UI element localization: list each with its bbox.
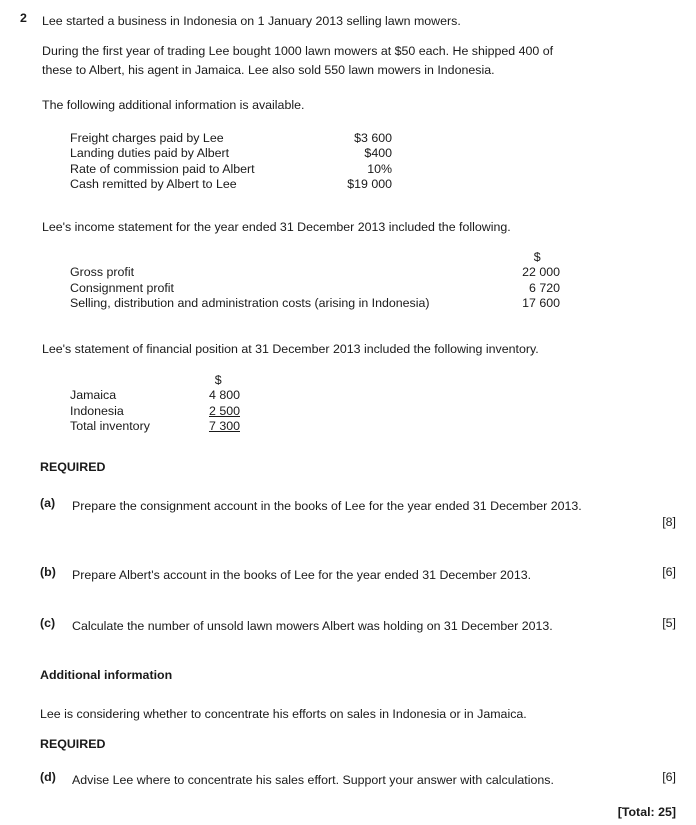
part-a-text: Prepare the consignment account in the books of Lee for the year ended 31 December 2013.	[72, 499, 582, 513]
income-currency-header: $	[533, 250, 541, 264]
table-row	[70, 281, 560, 296]
table-row	[70, 296, 560, 311]
income-label-2: Selling, distribution and administration costs (arising in Indonesia)	[70, 296, 430, 311]
part-d-label: (d)	[40, 770, 56, 784]
part-c-label: (c)	[40, 616, 56, 630]
table-row	[70, 419, 240, 434]
table-row	[70, 162, 392, 177]
income-value-2: 17 600	[522, 296, 560, 311]
table-header-row	[70, 373, 240, 388]
info-label-2: Rate of commission paid to Albert	[70, 161, 255, 176]
table-row	[70, 404, 240, 419]
additional-information-text: Lee is considering whether to concentrate his efforts on sales in Indonesia or in Jamaica.	[40, 707, 527, 721]
inventory-label-2: Total inventory	[70, 419, 150, 434]
table-row	[70, 388, 240, 403]
info-label-1: Landing duties paid by Albert	[70, 146, 230, 161]
table-row	[70, 177, 392, 192]
part-d-text: Advise Lee where to concentrate his sales effort. Support your answer with calculations.	[72, 773, 554, 787]
required-heading-2: REQUIRED	[40, 737, 106, 751]
income-statement-intro: Lee's income statement for the year ended 31 December 2013 included the following.	[42, 220, 511, 234]
info-value-2: 10%	[367, 161, 392, 176]
inventory-intro: Lee's statement of financial position at 31 December 2013 included the following inventory.	[42, 342, 539, 356]
info-value-1: $400	[364, 146, 392, 161]
part-a-label: (a)	[40, 496, 56, 510]
inventory-value-1: 2 500	[208, 403, 240, 418]
question-paragraph-3: The following additional information is available.	[42, 98, 305, 112]
table-row	[70, 265, 560, 280]
table-row	[70, 131, 392, 146]
inventory-table	[70, 373, 240, 435]
info-label-3: Cash remitted by Albert to Lee	[70, 177, 237, 192]
question-paragraph-line-1: During the first year of trading Lee bought 1000 lawn mowers at $50 each. He shipped 400 of	[42, 44, 554, 58]
question-intro-text: Lee started a business in Indonesia on 1 January 2013 selling lawn mowers.	[42, 14, 461, 28]
info-value-3: $19 000	[347, 177, 392, 192]
part-a-marks: [8]	[662, 515, 676, 529]
income-statement-table	[70, 250, 560, 312]
inventory-value-2: 7 300	[208, 419, 240, 434]
question-number: 2	[20, 11, 27, 25]
income-header-blank	[70, 250, 514, 265]
part-d-marks: [6]	[662, 770, 676, 784]
additional-info-table	[70, 131, 392, 193]
total-marks: [Total: 25]	[617, 805, 676, 819]
inventory-currency-header: $	[214, 373, 222, 387]
part-c-marks: [5]	[662, 616, 676, 630]
part-c-text: Calculate the number of unsold lawn mowers Albert was holding on 31 December 2013.	[72, 619, 553, 633]
table-header-row	[70, 250, 560, 265]
info-value-0: $3 600	[354, 131, 392, 145]
additional-information-heading: Additional information	[40, 668, 173, 682]
income-value-1: 6 720	[528, 280, 560, 295]
part-b-text: Prepare Albert's account in the books of Lee for the year ended 31 December 2013.	[72, 568, 532, 582]
inventory-header-blank	[70, 373, 196, 388]
inventory-label-0: Jamaica	[70, 388, 117, 403]
income-label-1: Consignment profit	[70, 280, 174, 295]
part-b-marks: [6]	[662, 565, 676, 579]
inventory-label-1: Indonesia	[70, 403, 124, 418]
question-paragraph-line-2: these to Albert, his agent in Jamaica. Lee also sold 550 lawn mowers in Indonesia.	[42, 63, 495, 77]
inventory-value-0: 4 800	[208, 388, 240, 403]
required-heading-1: REQUIRED	[40, 460, 106, 474]
part-b-label: (b)	[40, 565, 56, 579]
income-value-0: 22 000	[522, 265, 560, 280]
income-label-0: Gross profit	[70, 265, 135, 280]
table-row	[70, 146, 392, 161]
info-label-0: Freight charges paid by Lee	[70, 131, 224, 145]
